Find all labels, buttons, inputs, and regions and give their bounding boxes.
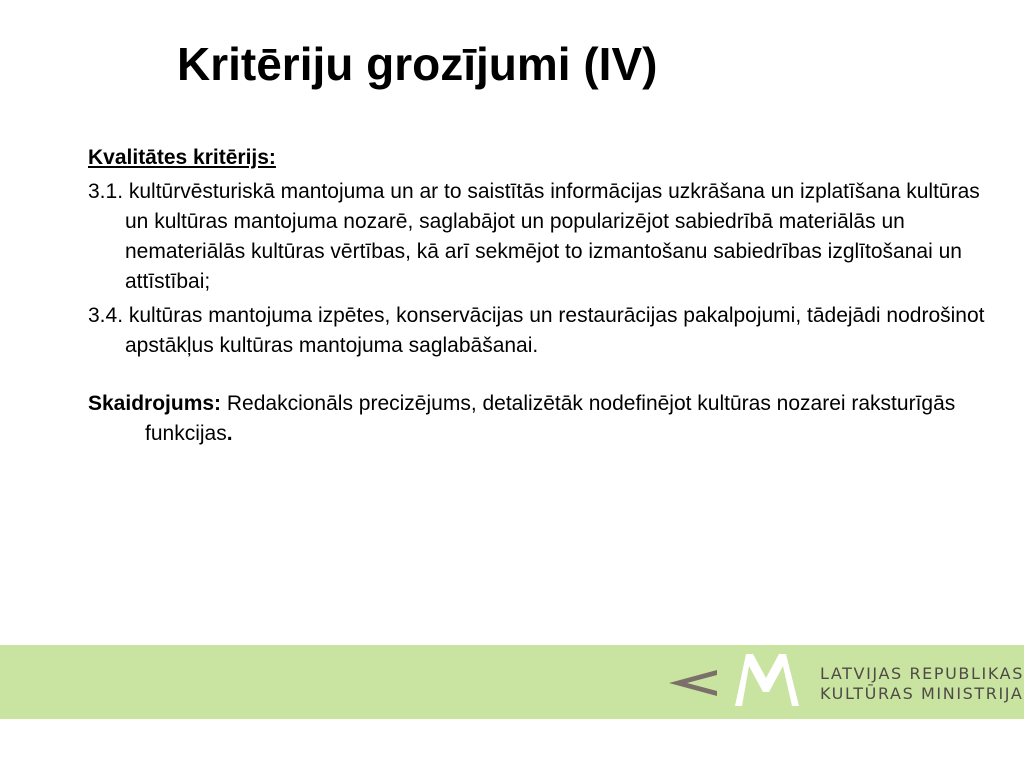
ministry-logo-text [820, 664, 1024, 704]
logo-m-shape [735, 654, 799, 706]
logo-line-2: KULTŪRAS MINISTRIJA [820, 684, 1024, 703]
explanation-paragraph [88, 389, 993, 449]
ministry-logo-icon [665, 648, 805, 716]
slide-content [88, 143, 993, 449]
criterion-item-3-4: 3.4. kultūras mantojuma izpētes, konservācijas un restaurācijas pakalpojumi, tādejādi nodrošinot apstākļus kultūras mantojuma saglabāšanai. [88, 304, 985, 357]
explanation-text: Redakcionāls precizējums, detalizētāk nodefinējot kultūras nozarei raksturīgās funkcijas [145, 392, 956, 445]
logo-line-1: LATVIJAS REPUBLIKAS [820, 664, 1024, 683]
criterion-item-3-1: 3.1. kultūrvēsturiskā mantojuma un ar to saistītās informācijas uzkrāšana un izplatīšana kultūras un kultūras mantojuma nozarē, saglabājot un popularizējot sabiedrībā materiālās un nemateriālās kultūras vērtības, kā arī sekmējot to izmantošanu sabiedrības izglītošanai un attīstībai; [88, 180, 980, 293]
explanation-end: . [226, 422, 233, 445]
slide-title: Kritēriju grozījumi (IV) [177, 38, 658, 90]
criterion-heading: Kvalitātes kritērijs: [88, 146, 276, 169]
explanation-label: Skaidrojums: [88, 392, 222, 415]
logo-chevron-shape [669, 670, 717, 696]
